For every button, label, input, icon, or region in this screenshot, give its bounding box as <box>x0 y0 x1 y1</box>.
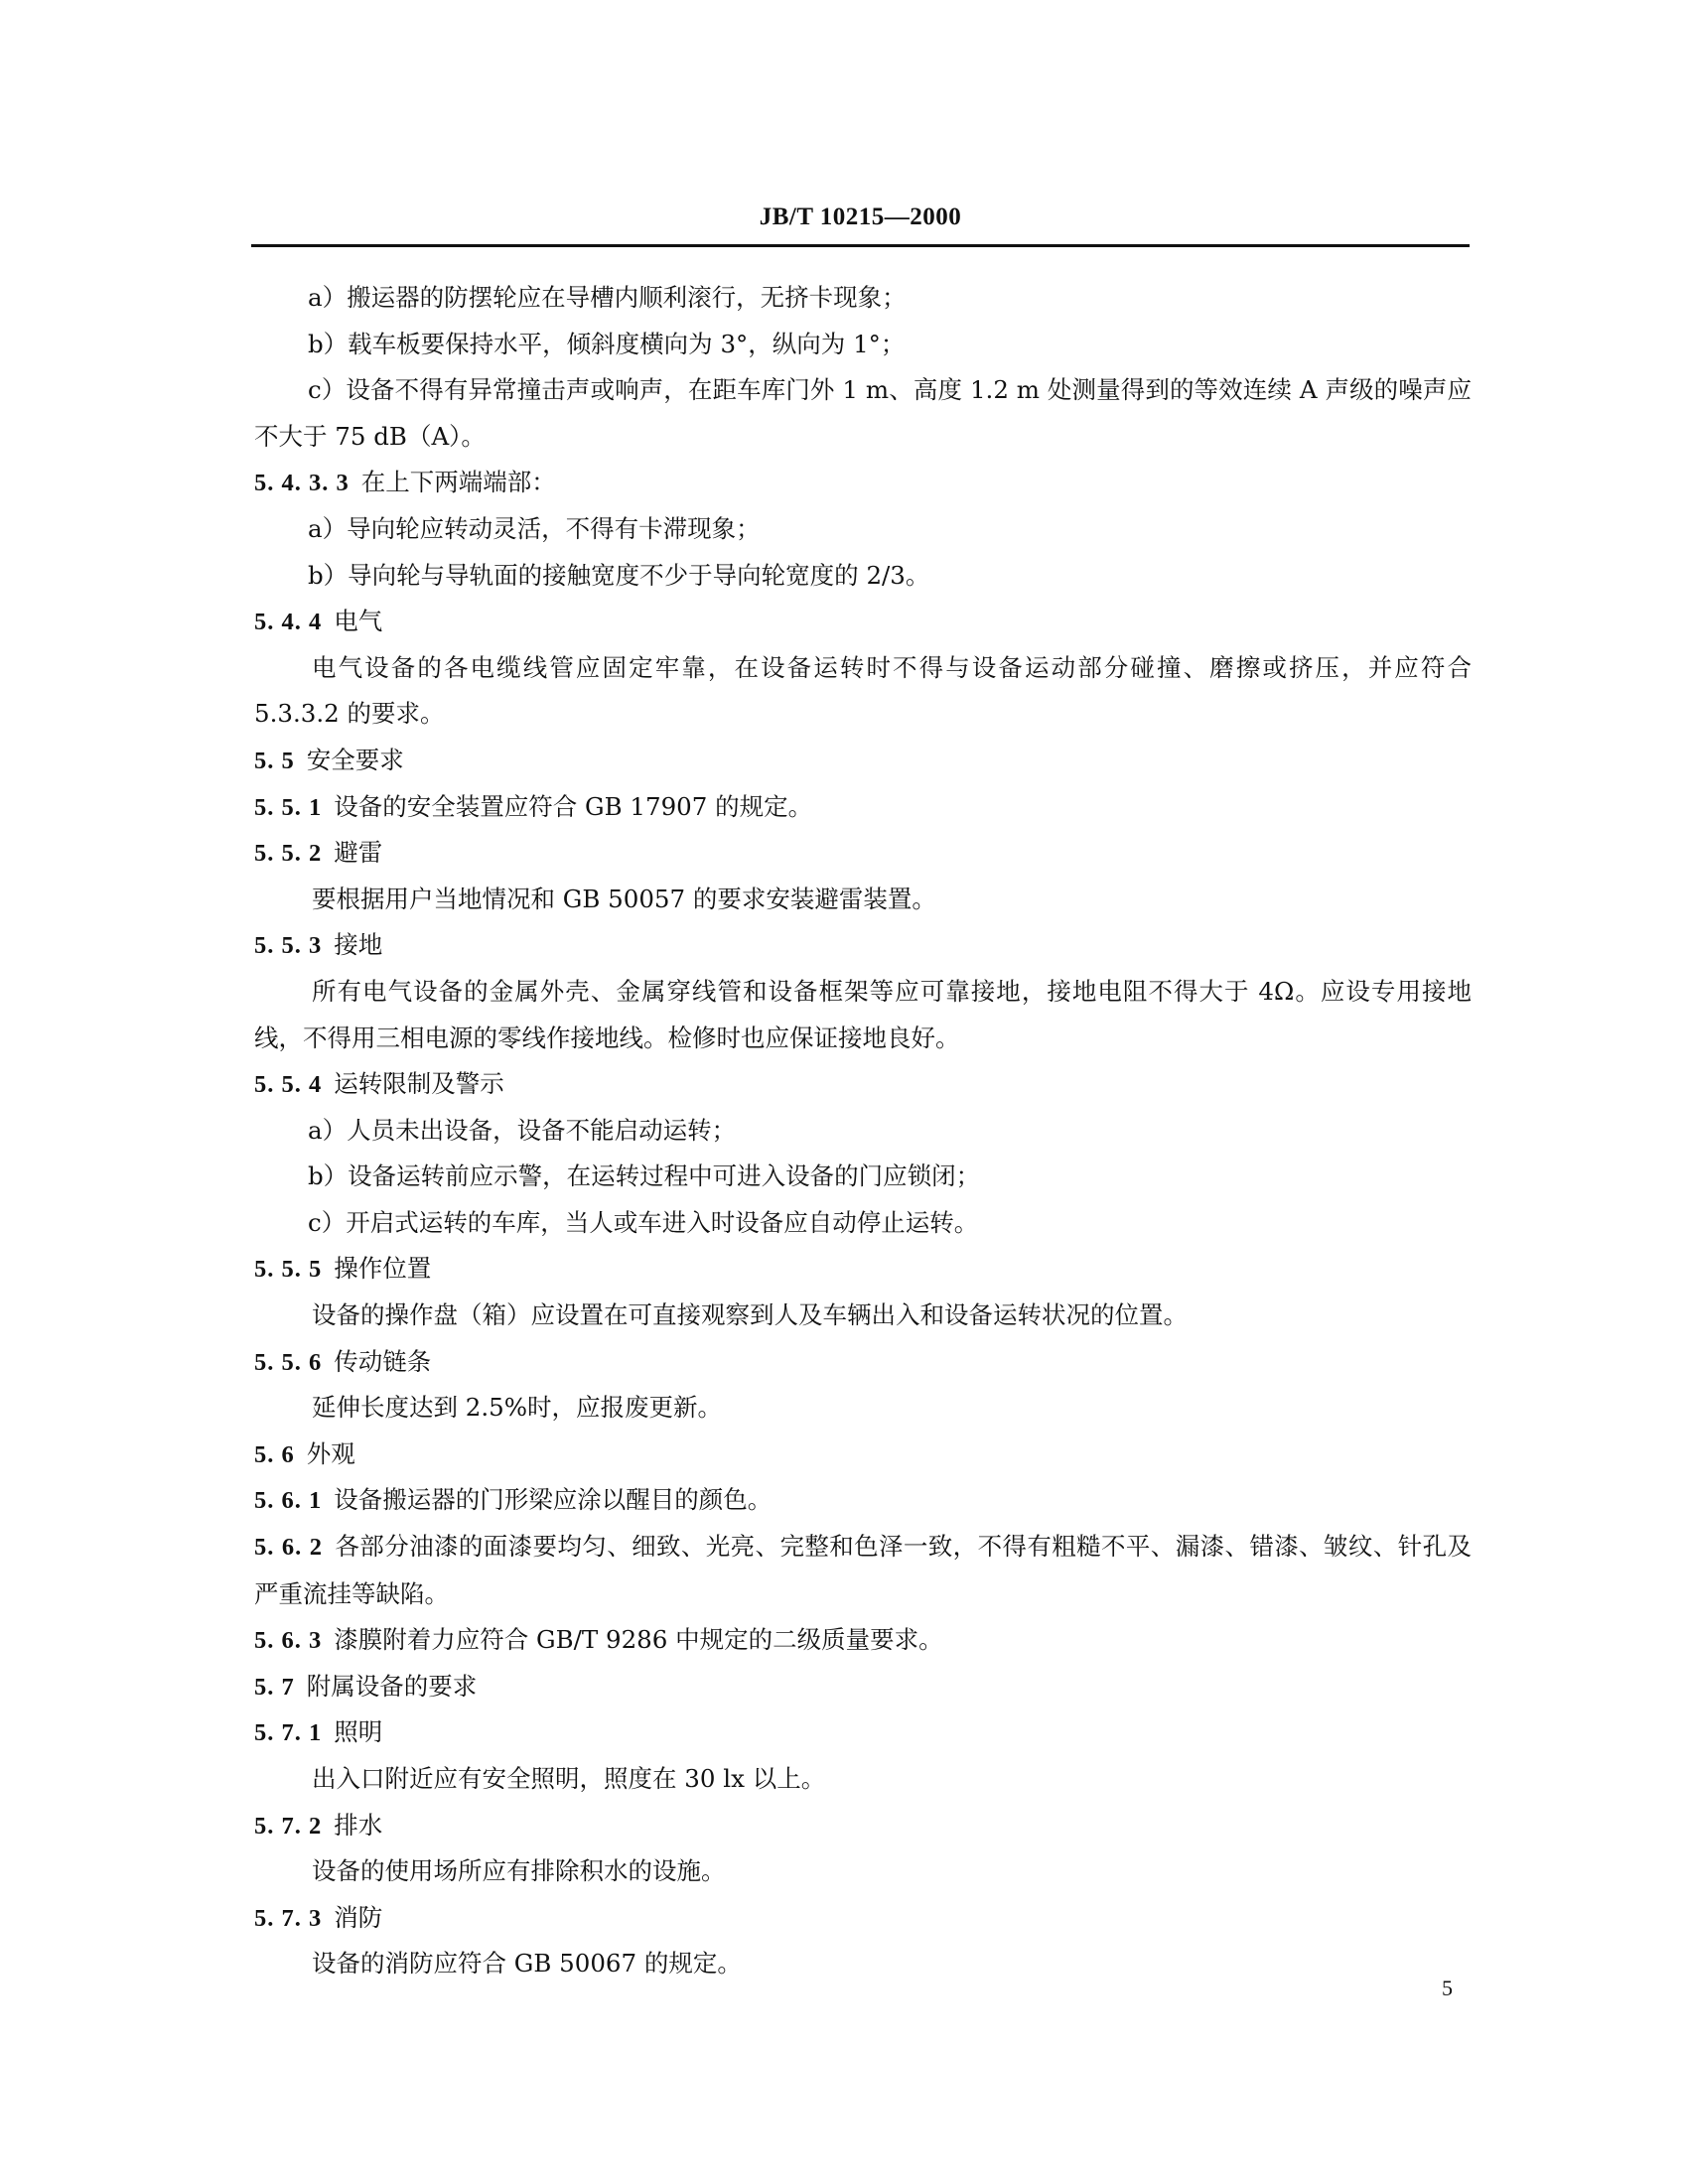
section-heading-5-6 <box>254 1432 1472 1478</box>
section-number: 5. 5 <box>254 747 295 774</box>
list-item: b）设备运转前应示警，在运转过程中可进入设备的门应锁闭； <box>308 1161 981 1191</box>
section-number: 5. 5. 1 <box>254 793 323 821</box>
page-number: 5 <box>1442 1976 1453 2000</box>
paragraph: 电气设备的各电缆线管应固定牢靠，在设备运转时不得与设备运动部分碰撞、磨擦或挤压，并应符合 5.3.3.2 的要求。 <box>254 652 1472 729</box>
section-title: 在上下两端端部： <box>360 468 556 497</box>
section-title: 接地 <box>334 930 383 960</box>
section-heading-5-5 <box>254 738 1472 784</box>
paragraph: 所有电气设备的金属外壳、金属穿线管和设备框架等应可靠接地，接地电阻不得大于 4Ω。应设专用接地线，不得用三相电源的零线作接地线。检修时也应保证接地良好。 <box>254 976 1472 1052</box>
paragraph: 设备的使用场所应有排除积水的设施。 <box>312 1856 726 1886</box>
list-item: c）开启式运转的车库，当人或车进入时设备应自动停止运转。 <box>308 1207 979 1237</box>
list-item: a）人员未出设备，设备不能启动运转； <box>308 1115 737 1145</box>
section-number: 5. 7. 3 <box>254 1904 323 1932</box>
section-text: 设备的安全装置应符合 GB 17907 的规定。 <box>334 791 813 821</box>
section-heading-5-6-3 <box>254 1617 1472 1664</box>
section-number: 5. 5. 4 <box>254 1071 323 1099</box>
section-number: 5. 7. 2 <box>254 1812 323 1840</box>
section-number: 5. 4. 3. 3 <box>254 470 350 497</box>
section-number: 5. 6. 1 <box>254 1487 323 1515</box>
section-text: 设备搬运器的门形梁应涂以醒目的颜色。 <box>334 1485 773 1515</box>
section-heading-5-4-4 <box>254 599 1472 645</box>
section-title: 安全要求 <box>306 745 404 774</box>
section-number: 5. 6 <box>254 1440 295 1468</box>
section-number: 5. 7. 1 <box>254 1719 323 1747</box>
section-heading-5-6-1 <box>254 1477 1472 1524</box>
section-text: 漆膜附着力应符合 GB/T 9286 中规定的二级质量要求。 <box>334 1625 943 1655</box>
header-rule <box>251 244 1470 247</box>
section-heading-5-5-3 <box>254 922 1472 969</box>
section-title: 传动链条 <box>334 1346 432 1376</box>
list-item: b）载车板要保持水平，倾斜度横向为 3°，纵向为 1°； <box>308 329 906 358</box>
section-heading-5-5-1 <box>254 784 1472 831</box>
section-number: 5. 6. 3 <box>254 1627 323 1655</box>
section-heading-5-5-6 <box>254 1339 1472 1386</box>
section-heading-5-5-2 <box>254 830 1472 877</box>
section-number: 5. 4. 4 <box>254 609 323 636</box>
document-code-header: JB/T 10215—2000 <box>759 204 962 230</box>
list-item: b）导向轮与导轨面的接触宽度不少于导向轮宽度的 2/3。 <box>308 560 930 590</box>
paragraph: 延伸长度达到 2.5%时，应报废更新。 <box>312 1393 723 1423</box>
section-number: 5. 5. 6 <box>254 1348 323 1376</box>
section-number: 5. 5. 3 <box>254 932 323 960</box>
section-heading-5-5-4 <box>254 1061 1472 1108</box>
section-title: 操作位置 <box>334 1254 432 1284</box>
list-item: c）设备不得有异常撞击声或响声，在距车库门外 1 m、高度 1.2 m 处测量得到的等效连续 A 声级的噪声应不大于 75 dB（A）。 <box>254 375 1472 451</box>
section-number: 5. 7 <box>254 1673 295 1701</box>
paragraph: 出入口附近应有安全照明，照度在 30 lx 以上。 <box>312 1764 826 1793</box>
paragraph: 要根据用户当地情况和 GB 50057 的要求安装避雷装置。 <box>312 884 936 913</box>
section-text: 各部分油漆的面漆要均匀、细致、光亮、完整和色泽一致，不得有粗糙不平、漏漆、错漆、皱纹、针孔及严重流挂等缺陷。 <box>254 1532 1472 1608</box>
document-body <box>254 275 1472 1987</box>
section-heading-5-7 <box>254 1664 1472 1710</box>
paragraph: 设备的操作盘（箱）应设置在可直接观察到人及车辆出入和设备运转状况的位置。 <box>312 1300 1188 1330</box>
section-title: 排水 <box>334 1810 383 1840</box>
section-title: 消防 <box>334 1902 383 1932</box>
section-title: 避雷 <box>334 838 383 868</box>
section-title: 照明 <box>334 1717 383 1747</box>
section-title: 附属设备的要求 <box>306 1671 478 1701</box>
section-title: 电气 <box>334 607 383 636</box>
paragraph: 设备的消防应符合 GB 50067 的规定。 <box>312 1949 742 1979</box>
list-item: a）导向轮应转动灵活，不得有卡滞现象； <box>308 513 761 543</box>
section-title: 外观 <box>306 1438 355 1468</box>
section-number: 5. 5. 2 <box>254 840 323 868</box>
section-heading-5-6-2 <box>254 1524 1472 1617</box>
section-title: 运转限制及警示 <box>334 1069 504 1099</box>
section-number: 5. 5. 5 <box>254 1256 323 1284</box>
section-heading-5-7-2 <box>254 1803 1472 1849</box>
list-item: a）搬运器的防摆轮应在导槽内顺利滚行，无挤卡现象； <box>308 283 907 312</box>
section-heading-5-7-3 <box>254 1895 1472 1942</box>
section-heading-5-7-1 <box>254 1709 1472 1756</box>
section-number: 5. 6. 2 <box>254 1534 324 1562</box>
section-heading-5-4-3-3 <box>254 460 1472 506</box>
section-heading-5-5-5 <box>254 1246 1472 1293</box>
